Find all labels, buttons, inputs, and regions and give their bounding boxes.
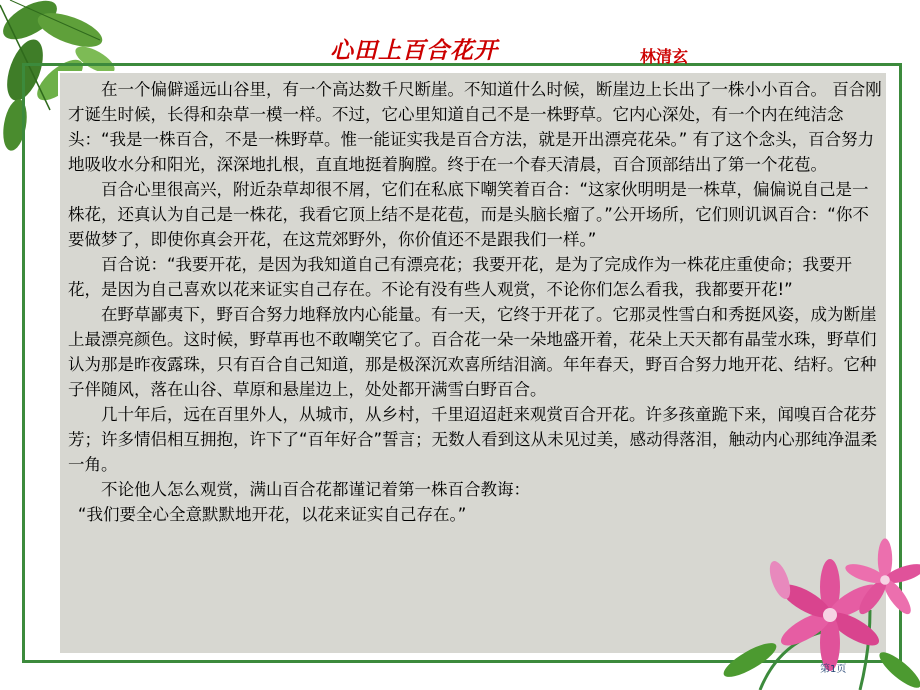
paragraph: 百合心里很高兴，附近杂草却很不屑，它们在私底下嘲笑着百合：“这家伙明明是一株草，偏偏说自己是一株花，还真认为自己是一株花，我看它顶上结不是花苞，而是头脑长瘤了。”公开场所，它们则讥讽百合：“你不要做梦了，即使你真会开花，在这荒郊野外，你价值还不是跟我们一样。”: [68, 180, 869, 249]
closing-quote: “我们要全心全意默默地开花，以花来证实自己存在。”: [77, 505, 467, 524]
page-number: 第1页: [820, 664, 847, 675]
paragraph: 不论他人怎么观赏，满山百合花都谨记着第一株百合教诲：: [101, 480, 530, 499]
paragraph: 在野草鄙夷下，野百合努力地释放内心能量。有一天，它终于开花了。它那灵性雪白和秀挺风姿，成为断崖上最漂亮颜色。这时候，野草再也不敢嘲笑它了。百合花一朵一朵地盛开着，花朵上天天都有晶莹水珠，野草们认为那是昨夜露珠，只有百合自己知道，那是极深沉欢喜所结泪滴。年年春天，野百合努力地开花、结籽。它种子伴随风，落在山谷、草原和悬崖边上，处处都开满雪白野百合。: [68, 305, 877, 399]
frame-left-line: [22, 63, 25, 663]
paragraph: 百合说：“我要开花，是因为我知道自己有漂亮花；我要开花，是为了完成作为一株花庄重使命；我要开花，是因为自己喜欢以花来证实自己存在。不论有没有些人观赏，不论你们怎么看我，我都要开花!”: [68, 255, 853, 299]
paragraph: 几十年后，远在百里外人，从城市，从乡村，千里迢迢赶来观赏百合开花。许多孩童跪下来，闻嗅百合花芬芳；许多情侣相互拥抱，许下了“百年好合”誓言；无数人看到这从未见过美，感动得落泪，触动内心那纯净温柔一角。: [68, 405, 878, 474]
author-name: 林清玄: [640, 47, 689, 66]
slide-title: 心田上百合花开: [330, 37, 498, 64]
paragraph: 在一个偏僻遥远山谷里，有一个高达数千尺断崖。不知道什么时候，断崖边上长出了一株小小百合。 百合刚才诞生时候，长得和杂草一模一样。不过，它心里知道自己不是一株野草。它内心深处，有一个内在纯洁念头：“我是一株百合，不是一株野草。惟一能证实我是百合方法，就是开出漂亮花朵。” 有了这个念头，百合努力地吸收水分和阳光，深深地扎根，直直地挺着胸膛。终于在一个春天清晨，百合顶部结出了第一个花苞。: [68, 80, 882, 174]
